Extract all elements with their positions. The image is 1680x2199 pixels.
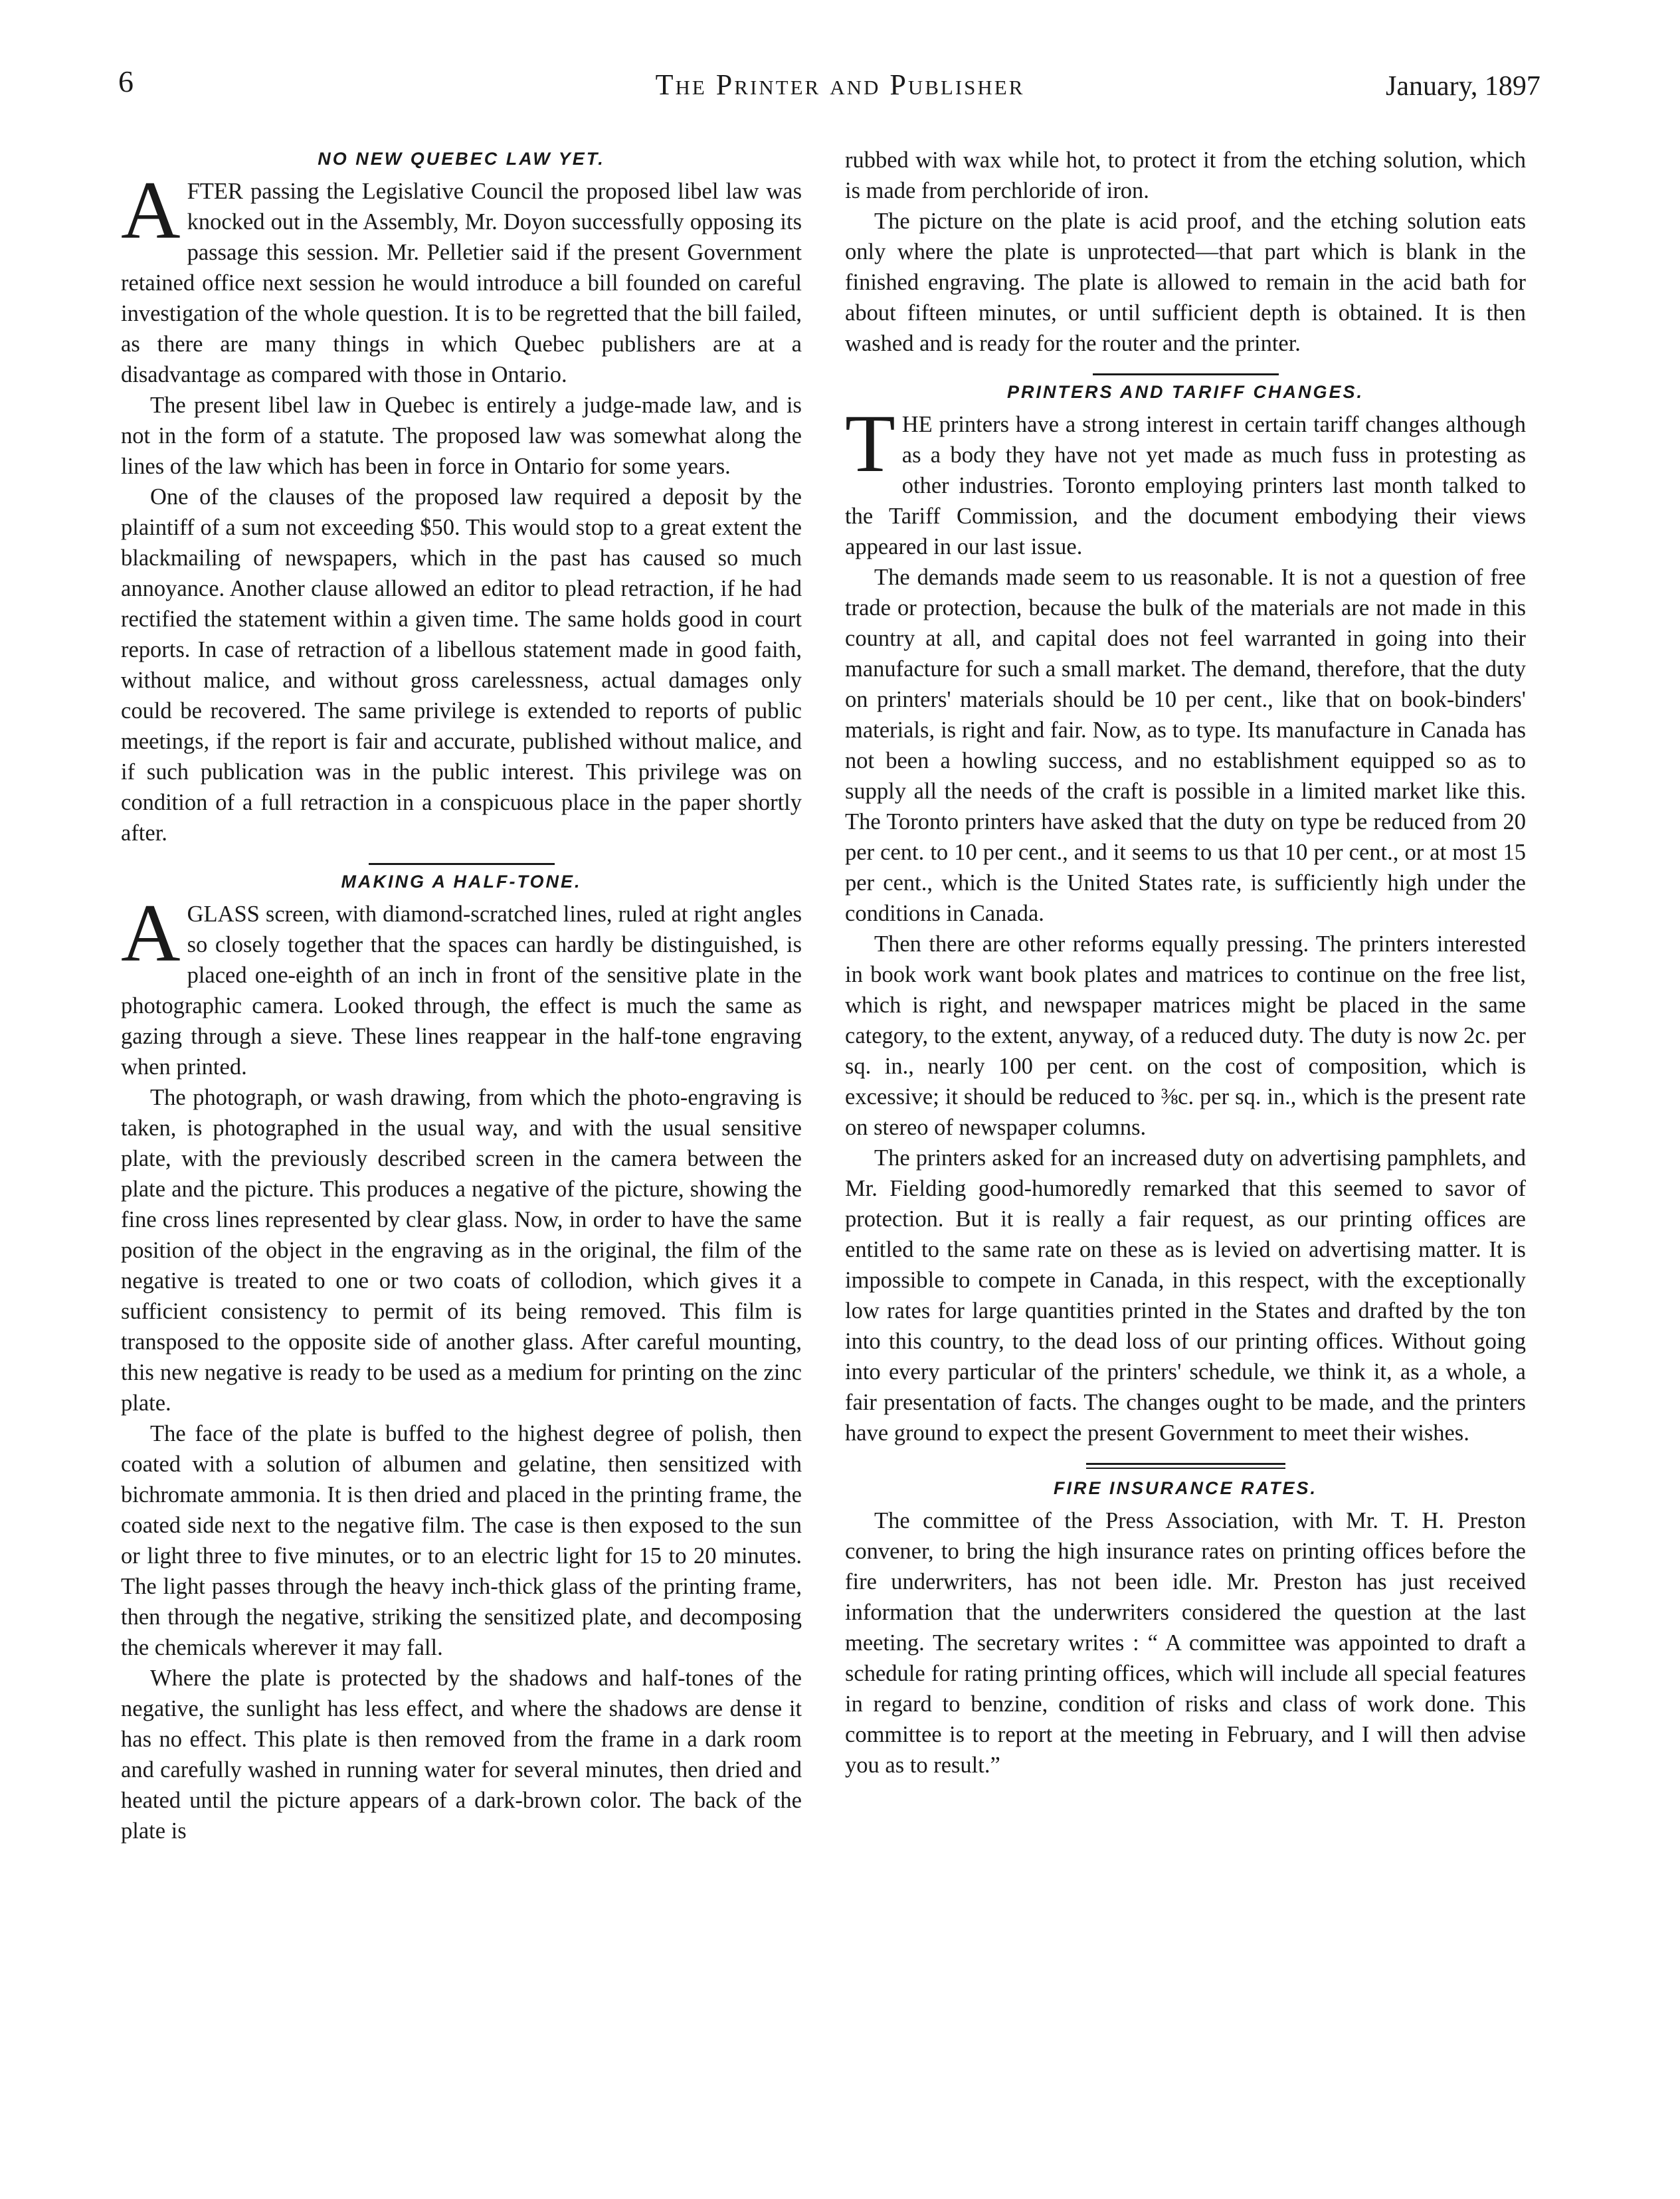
page-number: 6 [118, 64, 134, 98]
article-paragraph: AGLASS screen, with diamond-scratched lines, ruled at right angles so closely together that the spaces can hardly be distinguished, is placed one-eighth of an inch in front of the sensitive plate in the photographic camera. Looked through, the effect is much the same as gazing through a sieve. These lines reappear in the half-tone engraving when printed. [121, 888, 802, 1080]
article-paragraph: The photograph, or wash drawing, from which the photo-engraving is taken, is photographed in the usual way, and with the usual sensitive plate, with the previously described screen in the camera between the plate and the picture. This produces a negative of the picture, showing the fine cross lines represented by clear glass. Now, in order to have the same position of the object in the engraving as in the original, the film of the negative is treated to one or two coats of collodion, which gives it a sufficient consistency to permit of its being removed. This film is transposed to the opposite side of another glass. After careful mounting, this new negative is ready to be used as a medium for printing on the zinc plate. [121, 1085, 802, 1416]
article-paragraph: The face of the plate is buffed to the highest degree of polish, then coated with a solution of albumen and gelatine, then sensitized with bichromate ammonia. It is then dried and placed in the printing frame, the coated side next to the negative film. The case is then exposed to the sun or light three to five minutes, or to an electric light for 15 to 20 minutes. The light passes through the heavy inch-thick glass of the printing frame, then through the negative, striking the sensitized plate, and decomposing the chemicals wherever it may fall. [121, 1421, 802, 1660]
article-paragraph: The printers asked for an increased duty on advertising pamphlets, and Mr. Fielding good-humoredly remarked that this seemed to savor of protection. But it is really a fair request, as our printing offices are entitled to the same rate on these as is levied on advertising matter. It is impossible to compete in Canada, in this respect, with the exceptionally low rates for large quantities printed in the States and drafted by the ton into this country, to the dead loss of our printing offices. Without going into every particular of the printers' schedule, we think it, as a whole, a fair presentation of facts. The changes ought to be made, and the printers have ground to expect the present Government to meet their wishes. [845, 1145, 1526, 1446]
article-title-tariff: PRINTERS AND TARIFF CHANGES. [1006, 382, 1364, 402]
article-paragraph: The picture on the plate is acid proof, and the etching solution eats only where the plate is unprotected—that part which is blank in the finished engraving. The plate is allowed to remain in the acid bath for about fifteen minutes, or until sufficient depth is obtained. It is then washed and is ready for the router and the printer. [845, 209, 1526, 356]
left-column [121, 145, 802, 1846]
article-paragraph: rubbed with wax while hot, to protect it from the etching solution, which is made from perchloride of iron. [845, 147, 1526, 203]
section-divider [1086, 1463, 1285, 1469]
article-paragraph: The demands made seem to us reasonable. It is not a question of free trade or protection, because the bulk of the materials are not made in this country at all, and capital does not feel warranted in going into their manufacture for such a small market. The demand, therefore, that the duty on printers' materials should be 10 per cent., like that on book-binders' materials, is right and fair. Now, as to type. Its manufacture in Canada has not been a howling success, and no establishment equipped so as to supply all the needs of the craft is possible in a limited market like this. The Toronto printers have asked that the duty on type be reduced from 20 per cent. to 10 per cent., and it seems to us that 10 per cent., or at most 15 per cent., which is the United States rate, is sufficiently high under the conditions in Canada. [845, 565, 1526, 926]
article-title-fire: FIRE INSURANCE RATES. [1053, 1478, 1318, 1498]
publication-title: The Printer and Publisher [655, 68, 1025, 101]
article-paragraph: Where the plate is protected by the shadows and half-tones of the negative, the sunlight has less effect, and where the shadows are dense it has no effect. This plate is then removed from the frame in a dark room and carefully washed in running water for several minutes, then dried and heated until the picture appears of a dark-brown color. The back of the plate is [121, 1666, 802, 1844]
article-paragraph: The present libel law in Quebec is entirely a judge-made law, and is not in the form of a statute. The proposed law was somewhat along the lines of the law which has been in force in Ontario for some years. [121, 393, 802, 479]
article-title-halftone: MAKING A HALF-TONE. [341, 872, 582, 892]
article-paragraph: One of the clauses of the proposed law required a deposit by the plaintiff of a sum not exceeding $50. This would stop to a great extent the blackmailing of newspapers, which in the past has caused so much annoyance. Another clause allowed an editor to plead retraction, if he had rectified the statement within a given time. The same holds good in court reports. In case of retraction of a libellous statement made in good faith, without malice, and without gross carelessness, actual damages only could be recovered. The same privilege is extended to reports of public meetings, if the report is fair and accurate, published without malice, and if such publication was in the public interest. This privilege was on condition of a full retraction in a conspicuous place in the paper shortly after. [121, 484, 802, 846]
article-paragraph: The committee of the Press Association, with Mr. T. H. Preston convener, to bring the high insurance rates on printing offices before the fire underwriters, has not been idle. Mr. Preston has just received information that the underwriters considered the question at the last meeting. The secretary writes : “ A committee was appointed to draft a schedule for rating printing offices, which will include all special features in regard to benzine, condition of risks and class of work done. This committee is to report at the meeting in February, and I will then advise you as to result.” [845, 1508, 1526, 1778]
article-paragraph: AFTER passing the Legislative Council the proposed libel law was knocked out in the Assembly, Mr. Doyon successfully opposing its passage this session. Mr. Pelletier said if the present Government retained office next session he would introduce a bill founded on careful investigation of the whole question. It is to be regretted that the bill failed, as there are many things in which Quebec publishers are at a disadvantage as compared with those in Ontario. [121, 165, 802, 387]
article-paragraph: Then there are other reforms equally pressing. The printers interested in book work want book plates and matrices to continue on the free list, which is right, and newspaper matrices might be placed in the same category, to the extent, anyway, of a reduced duty. The duty is now 2c. per sq. in., nearly 100 per cent. on the cost of composition, which is excessive; it should be reduced to ⅜c. per sq. in., which is the present rate on stereo of newspaper columns. [845, 931, 1526, 1140]
article-paragraph: THE printers have a strong interest in certain tariff changes although as a body they have not yet made as much fuss in protesting as other industries. Toronto employing printers last month talked to the Tariff Commission, and the document embodying their views appeared in our last issue. [845, 398, 1526, 559]
section-divider [1093, 373, 1279, 375]
article-title-quebec: NO NEW QUEBEC LAW YET. [318, 149, 605, 169]
right-column [845, 145, 1526, 1780]
section-divider [369, 863, 555, 865]
issue-date: January, 1897 [1386, 71, 1540, 102]
